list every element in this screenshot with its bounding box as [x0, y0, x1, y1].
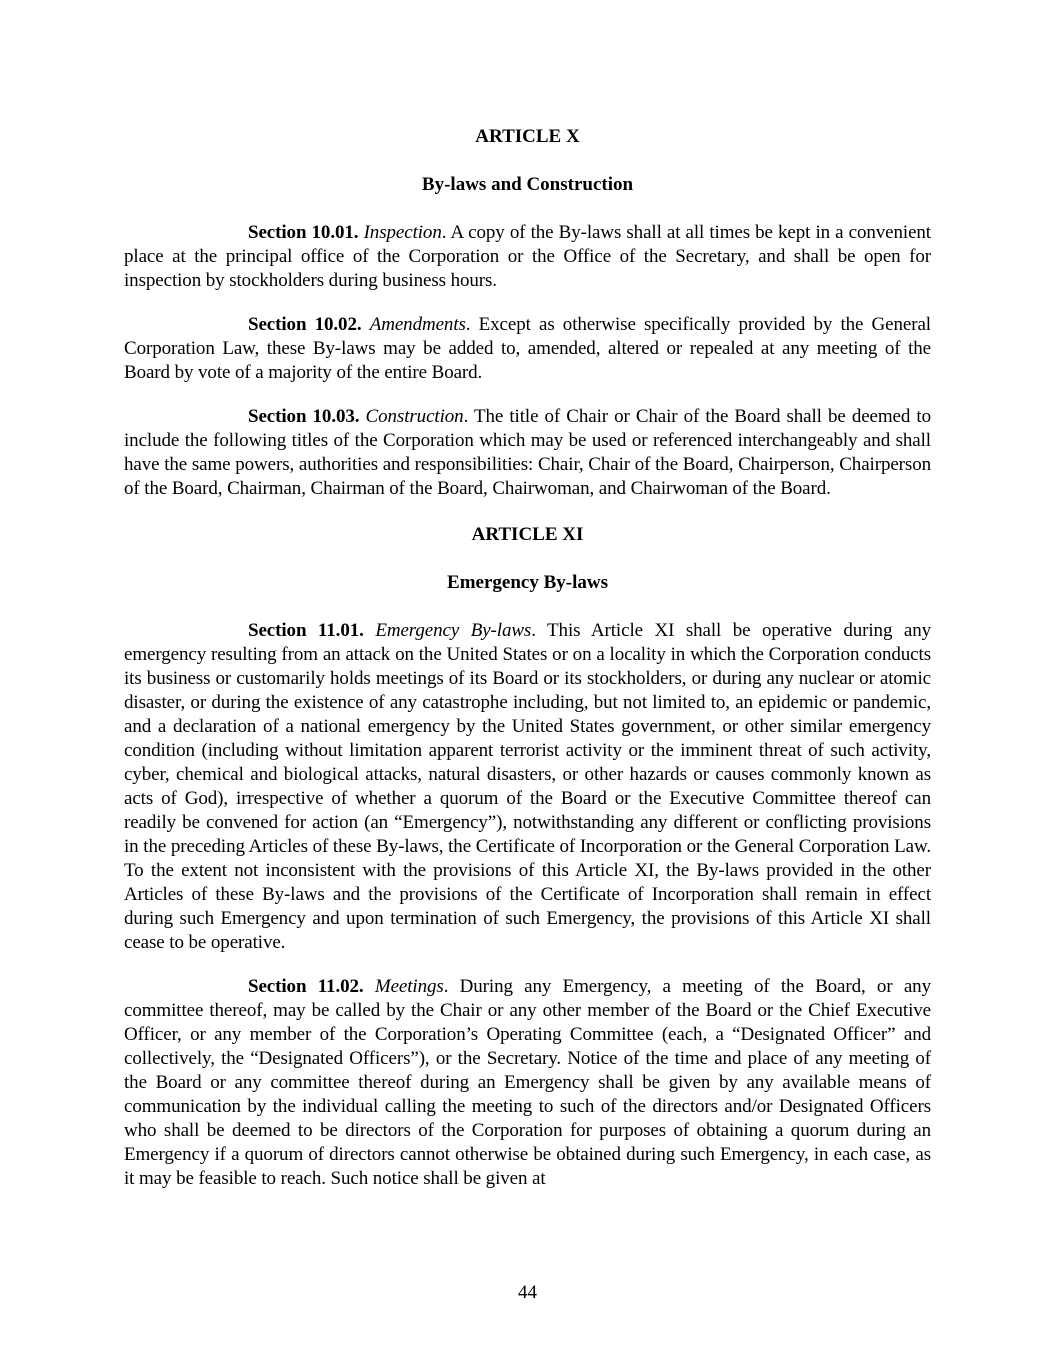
article-xi-heading: ARTICLE XI — [471, 524, 584, 545]
section-text: . Except as otherwise specifically provided by the General Corporation Law, these By-laws may be added to, amended, altered or repealed at any meeting of the Board by vote of a majority of the entire Board. — [124, 314, 931, 383]
section-text: . The title of Chair or Chair of the Board shall be deemed to include the following titles of the Corporation which may be used or referenced interchangeably and shall have the same powers, authorities and responsibilities: Chair, Chair of the Board, Chairperson, Chairperson of the Board, Chairman, Chairman of the Board, Chairwoman, and Chairwoman of the Board. — [124, 406, 931, 499]
article-xi-title: Emergency By-laws — [447, 572, 608, 593]
page-number: 44 — [518, 1282, 537, 1303]
section-title: Amendments — [369, 314, 466, 335]
section-10-02 — [124, 313, 931, 385]
section-text: . During any Emergency, a meeting of the Board, or any committee thereof, may be called by the Chair or any other member of the Board or the Chief Executive Officer, or any member of the Corporation’s Operating Committee (each, a “Designated Officer” and collectively, the “Designated Officers”), or the Secretary. Notice of the time and place of any meeting of the Board or any committee thereof during an Emergency shall be given by any available means of communication by the individual calling the meeting to such of the directors and/or Designated Officers who shall be deemed to be directors of the Corporation for purposes of obtaining a quorum during an Emergency if a quorum of directors cannot otherwise be obtained during such Emergency, in each case, as it may be feasible to reach. Such notice shall be given at — [124, 976, 931, 1189]
section-number: Section 11.02. — [248, 976, 364, 997]
section-11-02 — [124, 975, 931, 1191]
section-10-03 — [124, 405, 931, 501]
section-number: Section 10.01. — [248, 222, 359, 243]
section-title: Meetings — [374, 976, 444, 997]
section-text: . A copy of the By-laws shall at all times be kept in a convenient place at the principal office of the Corporation or the Office of the Secretary, and shall be open for inspection by stockholders during business hours. — [124, 222, 931, 291]
article-x-title: By-laws and Construction — [421, 174, 634, 195]
section-number: Section 10.03. — [248, 406, 360, 427]
section-title: Construction — [365, 406, 464, 427]
article-x-heading: ARTICLE X — [475, 126, 580, 147]
section-text: . This Article XI shall be operative during any emergency resulting from an attack on the United States or on a locality in which the Corporation conducts its business or customarily holds meetings of its Board or its stockholders, or during any nuclear or atomic disaster, or during the existence of any catastrophe including, but not limited to, an epidemic or pandemic, and a declaration of a national emergency by the United States government, or other similar emergency condition (including without limitation apparent terrorist activity or the imminent threat of such activity, cyber, chemical and biological attacks, natural disasters, or other hazards or causes commonly known as acts of God), irrespective of whether a quorum of the Board or the Executive Committee thereof can readily be convened for action (an “Emergency”), notwithstanding any different or conflicting provisions in the preceding Articles of these By-laws, the Certificate of Incorporation or the General Corporation Law. To the extent not inconsistent with the provisions of this Article XI, the By-laws provided in the other Articles of these By-laws and the provisions of the Certificate of Incorporation shall remain in effect during such Emergency and upon termination of such Emergency, the provisions of this Article XI shall cease to be operative. — [124, 620, 931, 953]
section-10-01 — [124, 221, 931, 293]
section-title: Emergency By-laws — [375, 620, 532, 641]
section-number: Section 11.01. — [248, 620, 364, 641]
section-11-01 — [124, 619, 931, 955]
document-page — [124, 125, 931, 1211]
section-number: Section 10.02. — [248, 314, 362, 335]
section-title: Inspection — [363, 222, 442, 243]
